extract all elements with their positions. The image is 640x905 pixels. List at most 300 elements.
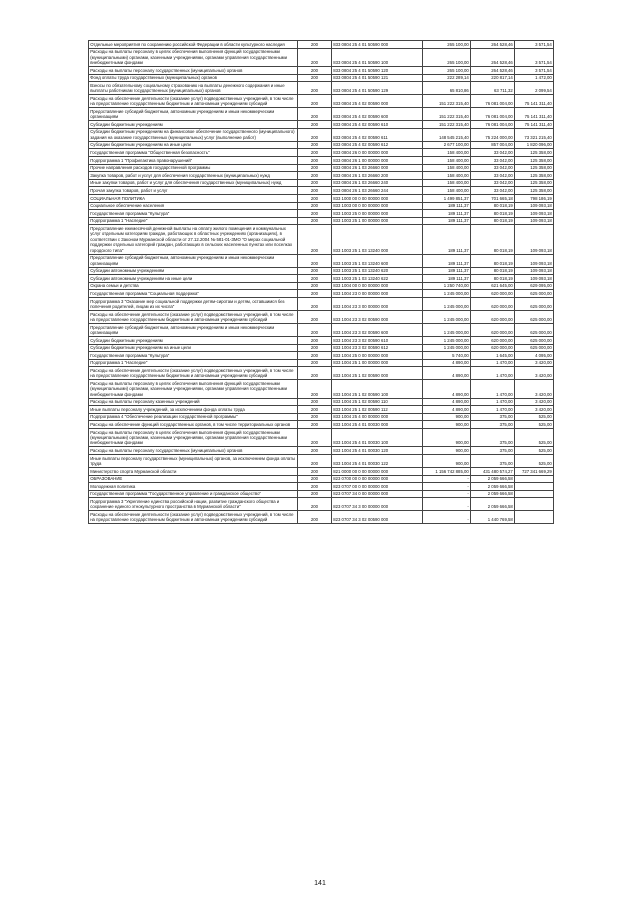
row-name-cell: Подпрограмма 3 "Укрепление единства российской нации, развитие гражданского общества и сохранение единого этнокультурного пространства в Мурманской области" <box>89 498 298 511</box>
table-row <box>89 455 554 468</box>
executed-amount-cell: 33 042,00 <box>471 179 515 187</box>
table-row <box>89 511 554 524</box>
approved-amount-cell: 265 100,00 <box>423 67 471 75</box>
budget-classification-code-cell: 833 1004 23 3 02 00590 612 <box>332 344 423 352</box>
executed-amount-cell: 33 042,00 <box>471 156 515 164</box>
report-sheet <box>88 40 553 524</box>
executed-amount-cell: 33 042,00 <box>471 172 515 180</box>
table-row <box>89 172 554 180</box>
row-code-cell: 200 <box>298 468 332 476</box>
budget-classification-code-cell: 823 0707 00 0 00 00000 000 <box>332 483 423 491</box>
row-name-cell: Государственная программа "Общественная безопасность" <box>89 149 298 157</box>
executed-amount-cell: 76 081 004,00 <box>471 95 515 108</box>
approved-amount-cell: - <box>423 498 471 511</box>
executed-amount-cell: 264 528,46 <box>471 67 515 75</box>
row-code-cell: 200 <box>298 359 332 367</box>
table-row <box>89 406 554 414</box>
approved-amount-cell: 189 111,37 <box>423 254 471 267</box>
table-row <box>89 323 554 336</box>
row-name-cell: Расходы на выплаты персоналу казенных учреждений <box>89 398 298 406</box>
budget-classification-code-cell: 833 1003 00 0 00 00000 000 <box>332 202 423 210</box>
table-body <box>89 41 554 524</box>
budget-classification-code-cell: 833 0804 26 1 03 26660 244 <box>332 187 423 195</box>
row-name-cell: Молодежная политика <box>89 483 298 491</box>
row-code-cell: 200 <box>298 48 332 66</box>
approved-amount-cell: 1 245 000,00 <box>423 297 471 310</box>
unexecuted-amount-cell: 75 141 311,40 <box>515 121 554 129</box>
approved-amount-cell: 158 400,00 <box>423 187 471 195</box>
row-name-cell: Расходы на обеспечение деятельности (оказание услуг) подведомственных учреждений, в том числе на предоставление государственным бюджетным и автономным учреждениям субсидий <box>89 310 298 323</box>
executed-amount-cell: 375,00 <box>471 413 515 421</box>
unexecuted-amount-cell: 109 093,18 <box>515 210 554 218</box>
executed-amount-cell: 80 018,19 <box>471 225 515 254</box>
executed-amount-cell: 75 224 000,00 <box>471 128 515 141</box>
row-code-cell: 200 <box>298 95 332 108</box>
unexecuted-amount-cell: 109 093,18 <box>515 217 554 225</box>
unexecuted-amount-cell: 625 000,00 <box>515 310 554 323</box>
approved-amount-cell: 4 890,00 <box>423 380 471 398</box>
approved-amount-cell: 189 111,37 <box>423 210 471 218</box>
budget-classification-code-cell: 833 0804 26 0 00 00000 000 <box>332 149 423 157</box>
budget-classification-code-cell: 833 1004 23 3 02 00590 600 <box>332 323 423 336</box>
unexecuted-amount-cell <box>515 490 554 498</box>
approved-amount-cell: 189 111,37 <box>423 217 471 225</box>
unexecuted-amount-cell: 525,00 <box>515 413 554 421</box>
table-row <box>89 225 554 254</box>
approved-amount-cell: 151 222 315,40 <box>423 95 471 108</box>
row-name-cell: Государственная программа "Культура" <box>89 210 298 218</box>
row-name-cell: Расходы на выплаты персоналу государственных (муниципальных) органов <box>89 67 298 75</box>
row-code-cell: 200 <box>298 156 332 164</box>
row-name-cell: Иные закупки товаров, работ и услуг для обеспечения государственных (муниципальных) нужд <box>89 179 298 187</box>
row-name-cell: Взносы по обязательному социальному страхованию на выплаты денежного содержания и иные выплаты работникам государственных (муниципальных) органов <box>89 82 298 95</box>
table-row <box>89 344 554 352</box>
row-name-cell: Государственная программа "Государственное управление и гражданское общество" <box>89 490 298 498</box>
table-row <box>89 336 554 344</box>
approved-amount-cell: 158 400,00 <box>423 156 471 164</box>
budget-classification-code-cell: 833 0804 25 4 01 50590 121 <box>332 74 423 82</box>
budget-classification-code-cell: 823 0700 00 0 00 00000 000 <box>332 475 423 483</box>
row-code-cell: 200 <box>298 172 332 180</box>
row-name-cell: Субсидии автономным учреждениям <box>89 267 298 275</box>
budget-classification-code-cell: 833 1004 23 3 02 00590 000 <box>332 310 423 323</box>
table-row <box>89 429 554 447</box>
row-name-cell: Субсидии бюджетным учреждениям на иные цели <box>89 344 298 352</box>
row-name-cell: Предоставление ежемесячной денежной выплаты на оплату жилого помещения и коммунальных услуг отдельным категориям граждан, работающих в областных учреждениях (организациях), в соответствии с Законом Мурманской области от 27.12.2004 № 581-01-ЗМО "О мерах социальной поддержки отдельных категорий граждан, работающих в сельских населенных пунктах или поселках городского типа" <box>89 225 298 254</box>
executed-amount-cell: 620 000,00 <box>471 310 515 323</box>
row-code-cell: 200 <box>298 267 332 275</box>
unexecuted-amount-cell: 109 093,18 <box>515 202 554 210</box>
row-name-cell: Расходы на обеспечение функций государственных органов, в том числе территориальных органов <box>89 421 298 429</box>
executed-amount-cell: 620 000,00 <box>471 297 515 310</box>
unexecuted-amount-cell: 525,00 <box>515 429 554 447</box>
budget-classification-code-cell: 833 0804 25 4 02 00590 000 <box>332 95 423 108</box>
budget-classification-code-cell: 833 0804 25 4 01 50590 129 <box>332 82 423 95</box>
unexecuted-amount-cell: 109 093,18 <box>515 225 554 254</box>
executed-amount-cell: 2 059 666,58 <box>471 483 515 491</box>
executed-amount-cell: 375,00 <box>471 455 515 468</box>
unexecuted-amount-cell: 2 099,54 <box>515 82 554 95</box>
approved-amount-cell: 222 289,14 <box>423 74 471 82</box>
budget-classification-code-cell: 833 0804 25 4 02 00590 600 <box>332 108 423 121</box>
approved-amount-cell: 151 222 315,40 <box>423 121 471 129</box>
unexecuted-amount-cell: 3 420,00 <box>515 359 554 367</box>
unexecuted-amount-cell <box>515 511 554 524</box>
approved-amount-cell: 4 890,00 <box>423 367 471 380</box>
unexecuted-amount-cell: 625 000,00 <box>515 290 554 298</box>
unexecuted-amount-cell: 625 000,00 <box>515 336 554 344</box>
row-code-cell: 200 <box>298 187 332 195</box>
budget-classification-code-cell: 833 1004 23 3 00 00000 000 <box>332 297 423 310</box>
unexecuted-amount-cell: 3 420,00 <box>515 367 554 380</box>
budget-classification-code-cell: 833 0804 26 1 03 26660 000 <box>332 164 423 172</box>
table-row <box>89 380 554 398</box>
approved-amount-cell: 158 400,00 <box>423 149 471 157</box>
budget-classification-code-cell: 833 1004 25 4 01 00030 000 <box>332 421 423 429</box>
budget-classification-code-cell: 833 1004 25 1 00 00000 000 <box>332 359 423 367</box>
executed-amount-cell: 2 059 666,58 <box>471 490 515 498</box>
table-row <box>89 67 554 75</box>
executed-amount-cell: 857 004,00 <box>471 141 515 149</box>
executed-amount-cell: 76 081 004,00 <box>471 108 515 121</box>
row-code-cell: 200 <box>298 179 332 187</box>
table-row <box>89 310 554 323</box>
approved-amount-cell: 148 545 215,40 <box>423 128 471 141</box>
executed-amount-cell: 80 018,19 <box>471 254 515 267</box>
executed-amount-cell: 80 018,19 <box>471 202 515 210</box>
budget-classification-code-cell: 823 0707 34 3 00 00000 000 <box>332 498 423 511</box>
executed-amount-cell: 1 470,00 <box>471 359 515 367</box>
approved-amount-cell: 1 245 000,00 <box>423 323 471 336</box>
executed-amount-cell: 76 081 004,00 <box>471 121 515 129</box>
row-name-cell: Прочие направления расходов государственной программы <box>89 164 298 172</box>
unexecuted-amount-cell: 3 420,00 <box>515 406 554 414</box>
budget-classification-code-cell: 823 0707 34 0 00 00000 000 <box>332 490 423 498</box>
row-code-cell: 200 <box>298 336 332 344</box>
unexecuted-amount-cell: 625 000,00 <box>515 297 554 310</box>
executed-amount-cell: 80 018,19 <box>471 275 515 283</box>
table-row <box>89 164 554 172</box>
table-row <box>89 290 554 298</box>
row-name-cell: Социальное обеспечение населения <box>89 202 298 210</box>
budget-classification-code-cell: 833 0804 25 4 01 50590 100 <box>332 48 423 66</box>
row-name-cell: Подпрограмма 4 "Обеспечение реализации государственной программы" <box>89 413 298 421</box>
budget-classification-code-cell: 833 1004 25 1 02 00590 112 <box>332 406 423 414</box>
executed-amount-cell: 620 000,00 <box>471 344 515 352</box>
table-row <box>89 202 554 210</box>
budget-classification-code-cell: 833 1004 00 0 00 00000 000 <box>332 282 423 290</box>
row-code-cell: 200 <box>298 202 332 210</box>
unexecuted-amount-cell: 3 571,54 <box>515 48 554 66</box>
unexecuted-amount-cell: 125 358,00 <box>515 187 554 195</box>
executed-amount-cell: 2 059 666,58 <box>471 475 515 483</box>
unexecuted-amount-cell: 727 341 669,29 <box>515 468 554 476</box>
row-name-cell: Закупка товаров, работ и услуг для обеспечения государственных (муниципальных) нужд <box>89 172 298 180</box>
approved-amount-cell: 4 890,00 <box>423 398 471 406</box>
approved-amount-cell: 158 400,00 <box>423 179 471 187</box>
budget-classification-code-cell: 833 1004 25 1 02 00590 110 <box>332 398 423 406</box>
approved-amount-cell: 5 740,00 <box>423 352 471 360</box>
row-code-cell: 200 <box>298 282 332 290</box>
unexecuted-amount-cell: 3 420,00 <box>515 380 554 398</box>
table-row <box>89 413 554 421</box>
approved-amount-cell: 900,00 <box>423 455 471 468</box>
row-code-cell: 200 <box>298 74 332 82</box>
executed-amount-cell: 264 528,46 <box>471 41 515 49</box>
budget-classification-code-cell: 833 0804 25 4 01 50590 000 <box>332 41 423 49</box>
unexecuted-amount-cell: 125 358,00 <box>515 179 554 187</box>
executed-amount-cell: 33 042,00 <box>471 149 515 157</box>
row-code-cell: 200 <box>298 352 332 360</box>
row-name-cell: Фонд оплаты труда государственных (муниципальных) органов <box>89 74 298 82</box>
executed-amount-cell: 375,00 <box>471 421 515 429</box>
approved-amount-cell: 900,00 <box>423 429 471 447</box>
approved-amount-cell: 1 245 000,00 <box>423 290 471 298</box>
approved-amount-cell: 4 890,00 <box>423 359 471 367</box>
executed-amount-cell: 1 470,00 <box>471 367 515 380</box>
unexecuted-amount-cell: 625 000,00 <box>515 323 554 336</box>
budget-classification-code-cell: 833 1003 25 1 00 00000 000 <box>332 217 423 225</box>
approved-amount-cell: 189 111,37 <box>423 202 471 210</box>
unexecuted-amount-cell <box>515 498 554 511</box>
approved-amount-cell: 1 245 000,00 <box>423 344 471 352</box>
executed-amount-cell: 621 645,00 <box>471 282 515 290</box>
row-code-cell: 200 <box>298 429 332 447</box>
unexecuted-amount-cell: 3 571,54 <box>515 41 554 49</box>
row-code-cell: 200 <box>298 141 332 149</box>
executed-amount-cell: 33 042,00 <box>471 187 515 195</box>
row-code-cell: 200 <box>298 344 332 352</box>
approved-amount-cell: 189 111,37 <box>423 267 471 275</box>
row-name-cell: Расходы на обеспечение деятельности (оказание услуг) подведомственных учреждений, в том числе на предоставление государственным бюджетным и автономным учреждениям субсидий <box>89 367 298 380</box>
row-name-cell: Субсидии бюджетным учреждениям на финансовое обеспечение государственного (муниципального) задания на оказание государственных (муниципальных) услуг (выполнение работ) <box>89 128 298 141</box>
executed-amount-cell: 264 528,46 <box>471 48 515 66</box>
row-code-cell: 200 <box>298 108 332 121</box>
unexecuted-amount-cell: 125 358,00 <box>515 156 554 164</box>
approved-amount-cell: - <box>423 511 471 524</box>
row-name-cell: Иные выплаты персоналу государственных (муниципальных) органов, за исключением фонда оплаты труда <box>89 455 298 468</box>
budget-classification-code-cell: 823 0707 34 3 02 00590 000 <box>332 511 423 524</box>
table-row <box>89 121 554 129</box>
budget-classification-code-cell: 833 0804 26 1 03 26660 200 <box>332 172 423 180</box>
table-row <box>89 421 554 429</box>
row-code-cell: 200 <box>298 421 332 429</box>
table-row <box>89 447 554 455</box>
approved-amount-cell: 900,00 <box>423 447 471 455</box>
approved-amount-cell: 65 810,86 <box>423 82 471 95</box>
approved-amount-cell: 900,00 <box>423 413 471 421</box>
approved-amount-cell: 265 100,00 <box>423 48 471 66</box>
row-code-cell: 200 <box>298 498 332 511</box>
row-code-cell: 200 <box>298 121 332 129</box>
budget-classification-code-cell: 833 1004 25 0 00 00000 000 <box>332 352 423 360</box>
approved-amount-cell: 4 890,00 <box>423 406 471 414</box>
approved-amount-cell: 158 400,00 <box>423 172 471 180</box>
row-name-cell: Предоставление субсидий бюджетным, автономным учреждениям и иным некоммерческим организациям <box>89 254 298 267</box>
page-number: 141 <box>314 880 326 887</box>
unexecuted-amount-cell: 625 000,00 <box>515 344 554 352</box>
executed-amount-cell: 80 018,19 <box>471 217 515 225</box>
table-row <box>89 141 554 149</box>
unexecuted-amount-cell: 125 358,00 <box>515 172 554 180</box>
row-name-cell: Расходы на обеспечение деятельности (оказание услуг) подведомственных учреждений, в том числе на предоставление государственным бюджетным и автономным учреждениям субсидий <box>89 95 298 108</box>
executed-amount-cell: 80 018,19 <box>471 267 515 275</box>
row-code-cell: 200 <box>298 225 332 254</box>
row-name-cell: Государственная программа "Культура" <box>89 352 298 360</box>
row-code-cell: 200 <box>298 475 332 483</box>
budget-classification-code-cell: 833 1003 25 0 00 00000 000 <box>332 210 423 218</box>
unexecuted-amount-cell: 109 093,18 <box>515 267 554 275</box>
row-name-cell: Подпрограмма 1 "Наследие" <box>89 217 298 225</box>
approved-amount-cell: - <box>423 475 471 483</box>
row-name-cell: Прочая закупка товаров, работ и услуг <box>89 187 298 195</box>
budget-classification-code-cell: 833 0804 26 1 00 00000 000 <box>332 156 423 164</box>
row-name-cell: Предоставление субсидий бюджетным, автономным учреждениям и иным некоммерческим организациям <box>89 108 298 121</box>
row-code-cell: 200 <box>298 210 332 218</box>
unexecuted-amount-cell: 3 571,54 <box>515 67 554 75</box>
table-row <box>89 156 554 164</box>
row-name-cell: Охрана семьи и детства <box>89 282 298 290</box>
row-name-cell: Подпрограмма 1 "Наследие" <box>89 359 298 367</box>
table-row <box>89 359 554 367</box>
approved-amount-cell: 900,00 <box>423 421 471 429</box>
budget-classification-code-cell: 833 0804 25 4 01 50590 120 <box>332 67 423 75</box>
table-row <box>89 483 554 491</box>
approved-amount-cell: 1 499 851,37 <box>423 194 471 202</box>
row-code-cell: 200 <box>298 455 332 468</box>
row-name-cell: Подпрограмма 3 "Оказание мер социальной поддержки детям-сиротам и детям, оставшимся без попечения родителей, лицам из их числа" <box>89 297 298 310</box>
executed-amount-cell: 701 665,18 <box>471 194 515 202</box>
row-name-cell: ОБРАЗОВАНИЕ <box>89 475 298 483</box>
unexecuted-amount-cell: 525,00 <box>515 447 554 455</box>
row-code-cell: 200 <box>298 275 332 283</box>
table-row <box>89 398 554 406</box>
budget-classification-code-cell: 833 1000 00 0 00 00000 000 <box>332 194 423 202</box>
row-code-cell: 200 <box>298 413 332 421</box>
table-row <box>89 275 554 283</box>
unexecuted-amount-cell: 125 358,00 <box>515 149 554 157</box>
executed-amount-cell: 431 480 574,27 <box>471 468 515 476</box>
budget-classification-code-cell: 833 0804 25 4 02 00590 612 <box>332 141 423 149</box>
table-row <box>89 254 554 267</box>
unexecuted-amount-cell: 629 095,00 <box>515 282 554 290</box>
budget-classification-code-cell: 821 0000 00 0 00 00000 000 <box>332 468 423 476</box>
approved-amount-cell: 151 222 315,40 <box>423 108 471 121</box>
row-name-cell: Подпрограмма 1 "Профилактика правонарушений" <box>89 156 298 164</box>
budget-classification-code-cell: 833 1003 25 1 03 13240 000 <box>332 225 423 254</box>
approved-amount-cell: - <box>423 490 471 498</box>
row-name-cell: Предоставление субсидий бюджетным, автономным учреждениям и иным некоммерческим организациям <box>89 323 298 336</box>
row-code-cell: 200 <box>298 290 332 298</box>
approved-amount-cell: 2 677 100,00 <box>423 141 471 149</box>
approved-amount-cell: 1 250 740,00 <box>423 282 471 290</box>
row-code-cell: 200 <box>298 128 332 141</box>
executed-amount-cell: 1 645,00 <box>471 352 515 360</box>
budget-classification-code-cell: 833 1004 25 4 01 00030 120 <box>332 447 423 455</box>
executed-amount-cell: 1 440 769,58 <box>471 511 515 524</box>
row-code-cell: 200 <box>298 41 332 49</box>
row-code-cell: 200 <box>298 82 332 95</box>
budget-classification-code-cell: 833 1004 25 4 01 00030 122 <box>332 455 423 468</box>
table-row <box>89 217 554 225</box>
row-code-cell: 200 <box>298 398 332 406</box>
executed-amount-cell: 620 000,00 <box>471 336 515 344</box>
row-code-cell: 200 <box>298 164 332 172</box>
row-code-cell: 200 <box>298 511 332 524</box>
unexecuted-amount-cell <box>515 475 554 483</box>
approved-amount-cell: 189 111,37 <box>423 225 471 254</box>
row-name-cell: Субсидии бюджетным учреждениям <box>89 121 298 129</box>
row-code-cell: 200 <box>298 367 332 380</box>
row-name-cell: Расходы на обеспечение деятельности (оказание услуг) подведомственных учреждений, в том числе на предоставление государственным бюджетным и автономным учреждениям субсидий <box>89 511 298 524</box>
executed-amount-cell: 1 470,00 <box>471 380 515 398</box>
row-code-cell: 200 <box>298 67 332 75</box>
row-name-cell: Министерство спорта Мурманской области <box>89 468 298 476</box>
budget-classification-code-cell: 833 1003 25 1 03 13240 622 <box>332 275 423 283</box>
executed-amount-cell: 1 470,00 <box>471 406 515 414</box>
table-row <box>89 187 554 195</box>
budget-classification-code-cell: 833 1004 23 0 00 00000 000 <box>332 290 423 298</box>
budget-classification-code-cell: 833 0804 26 1 03 26660 240 <box>332 179 423 187</box>
budget-execution-table <box>88 40 554 524</box>
row-code-cell: 200 <box>298 483 332 491</box>
row-code-cell: 200 <box>298 406 332 414</box>
table-row <box>89 267 554 275</box>
table-row <box>89 194 554 202</box>
table-row <box>89 210 554 218</box>
budget-classification-code-cell: 833 1003 25 1 03 13240 620 <box>332 267 423 275</box>
table-row <box>89 108 554 121</box>
approved-amount-cell: 158 400,00 <box>423 164 471 172</box>
executed-amount-cell: 33 042,00 <box>471 164 515 172</box>
budget-classification-code-cell: 833 1004 23 3 02 00590 610 <box>332 336 423 344</box>
row-name-cell: Отдельные мероприятия по сохранению российской Федерации в области культурного наследия <box>89 41 298 49</box>
table-row <box>89 74 554 82</box>
executed-amount-cell: 620 000,00 <box>471 290 515 298</box>
executed-amount-cell: 375,00 <box>471 447 515 455</box>
row-name-cell: Расходы на выплаты персоналу в целях обеспечения выполнения функций государственными (муниципальными) органами, казенными учреждениями, органами управления государственными внебюджетными фондами <box>89 380 298 398</box>
approved-amount-cell: 265 100,00 <box>423 41 471 49</box>
approved-amount-cell: 1 245 000,00 <box>423 336 471 344</box>
unexecuted-amount-cell: 3 420,00 <box>515 398 554 406</box>
executed-amount-cell: 2 059 666,58 <box>471 498 515 511</box>
executed-amount-cell: 80 018,19 <box>471 210 515 218</box>
unexecuted-amount-cell: 109 093,18 <box>515 254 554 267</box>
budget-classification-code-cell: 833 1004 25 4 00 00000 000 <box>332 413 423 421</box>
budget-classification-code-cell: 833 1004 25 1 02 00590 000 <box>332 367 423 380</box>
row-name-cell: Иные выплаты персоналу учреждений, за исключением фонда оплаты труда <box>89 406 298 414</box>
row-name-cell: Государственная программа "Социальная поддержка" <box>89 290 298 298</box>
row-code-cell: 200 <box>298 323 332 336</box>
unexecuted-amount-cell: 525,00 <box>515 455 554 468</box>
row-name-cell: Субсидии автономным учреждениям на иные цели <box>89 275 298 283</box>
unexecuted-amount-cell: 1 472,00 <box>515 74 554 82</box>
unexecuted-amount-cell: 125 358,00 <box>515 164 554 172</box>
approved-amount-cell: - <box>423 483 471 491</box>
row-code-cell: 200 <box>298 217 332 225</box>
table-row <box>89 48 554 66</box>
unexecuted-amount-cell: 798 186,19 <box>515 194 554 202</box>
budget-classification-code-cell: 833 1004 25 4 01 00030 100 <box>332 429 423 447</box>
table-row <box>89 95 554 108</box>
table-row <box>89 367 554 380</box>
table-row <box>89 82 554 95</box>
row-code-cell: 200 <box>298 310 332 323</box>
table-row <box>89 352 554 360</box>
table-row <box>89 149 554 157</box>
approved-amount-cell: 189 111,37 <box>423 275 471 283</box>
unexecuted-amount-cell: 525,00 <box>515 421 554 429</box>
